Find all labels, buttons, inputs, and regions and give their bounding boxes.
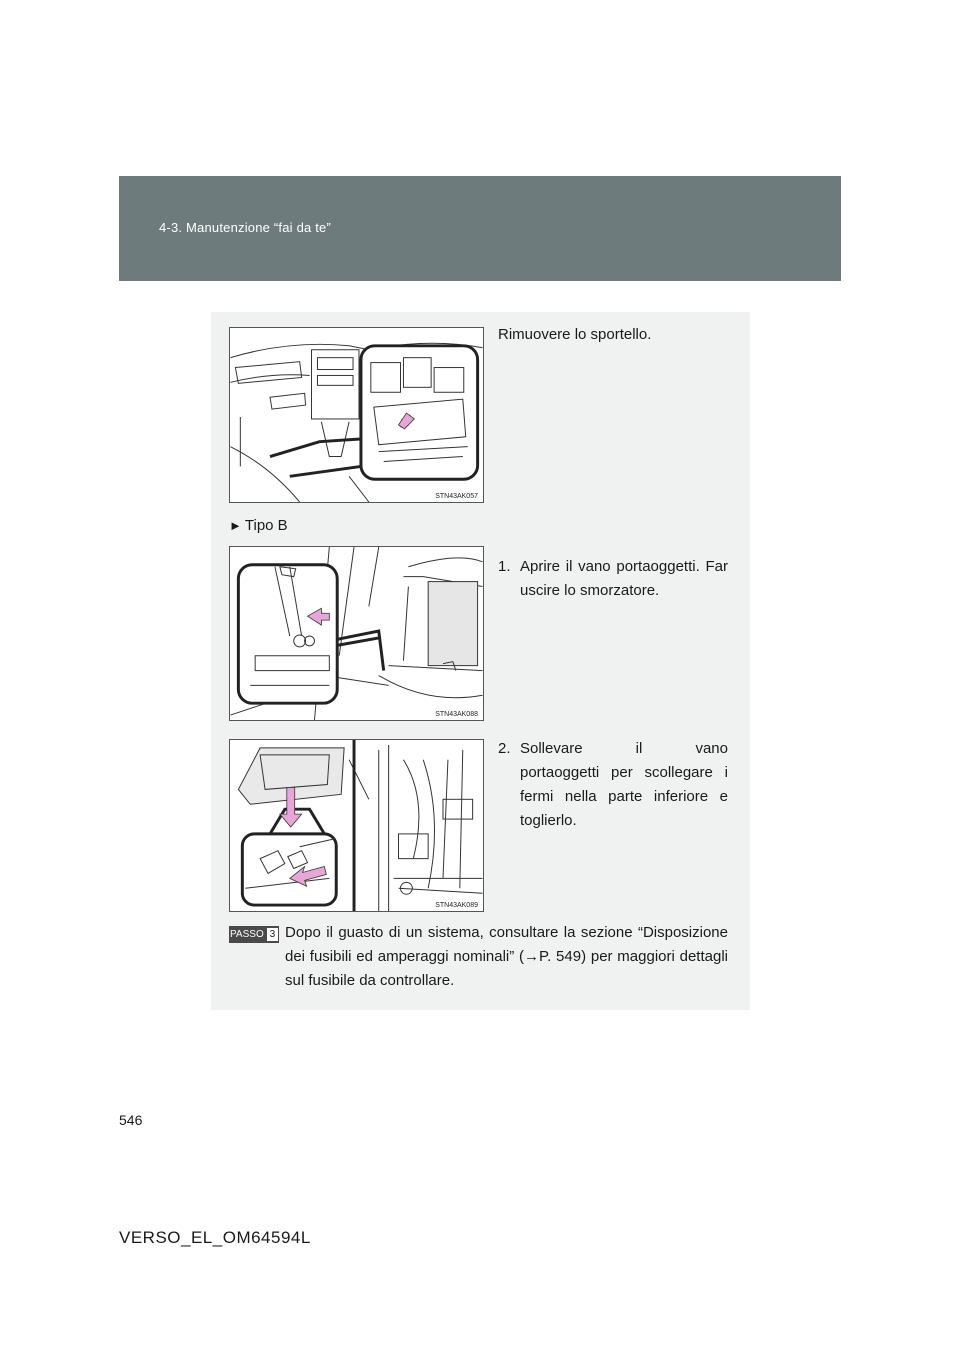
type-b-label	[229, 517, 288, 534]
passo-text: Dopo il guasto di un sistema, consultare la sezione “Disposizione dei fusibili ed amperaggi nominali” (→P. 549) per maggiori dettagli sul fusibile da controllare.	[285, 924, 728, 989]
figure-code: STN43AK089	[435, 902, 478, 909]
passo-number: 3	[267, 928, 278, 941]
figure-code: STN43AK088	[435, 711, 478, 718]
figure-glovebox-damper	[229, 546, 484, 721]
figure-dashboard-cover	[229, 327, 484, 503]
passo-badge	[229, 926, 279, 943]
passo-label: PASSO	[230, 929, 264, 940]
section-title: 4-3. Manutenzione “fai da te”	[159, 220, 332, 235]
item-first-line: Sollevare il vano	[520, 740, 728, 757]
item-rest: portaoggetti per scollegare i fermi nella parte inferiore e toglierlo.	[520, 764, 728, 829]
item-text: Aprire il vano portaoggetti. Far uscire lo smorzatore.	[520, 558, 728, 599]
illustration-glovebox-removal	[230, 740, 483, 911]
item-text	[520, 737, 728, 833]
triangle-marker-icon: ►	[229, 518, 242, 533]
illustration-glovebox-open	[230, 547, 483, 720]
step-remove-cover: Rimuovere lo sportello.	[498, 326, 652, 343]
item-number: 1.	[498, 558, 511, 575]
document-code: VERSO_EL_OM64594L	[119, 1228, 311, 1247]
type-b-text: Tipo B	[244, 517, 288, 534]
illustration-dashboard	[230, 328, 483, 502]
page-number: 546	[119, 1112, 143, 1128]
step-item-1	[498, 555, 728, 603]
figure-glovebox-removal	[229, 739, 484, 912]
step-item-2	[498, 737, 728, 833]
item-number: 2.	[498, 740, 511, 757]
header-band	[119, 176, 841, 281]
figure-code: STN43AK057	[435, 493, 478, 500]
